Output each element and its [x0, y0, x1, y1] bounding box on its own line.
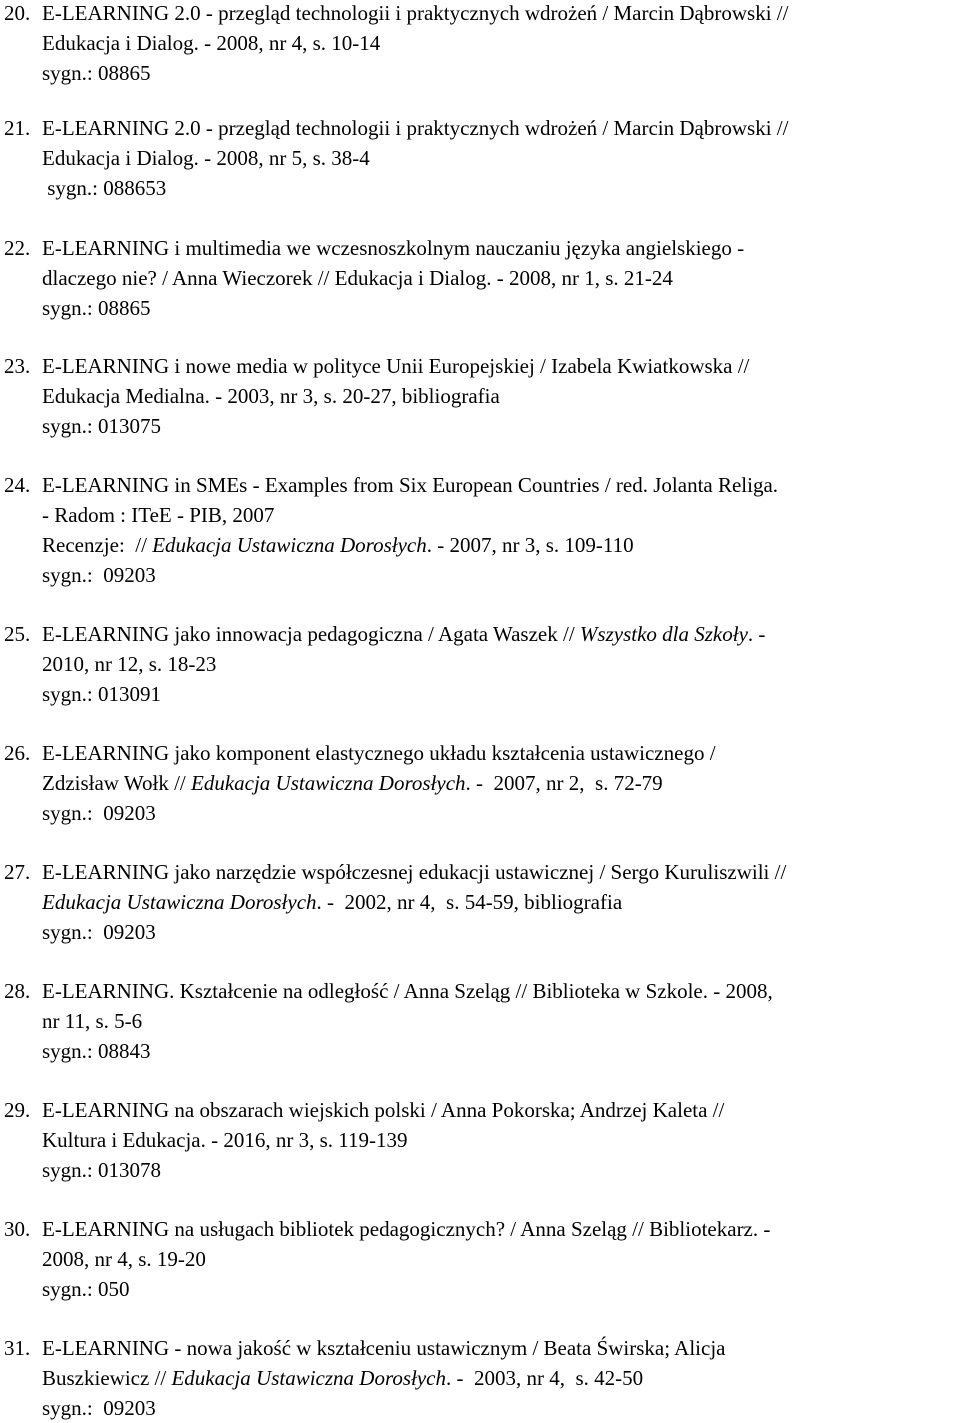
- entry-number: 29.: [4, 1098, 31, 1122]
- entry-title-line: [4, 1335, 725, 1361]
- entry-author: Buszkiewicz //: [42, 1366, 172, 1390]
- review-source: . - 2007, nr 3, s. 109-110: [426, 533, 634, 557]
- entry-signature: sygn.: 013091: [42, 682, 162, 706]
- entry-title-line: [4, 235, 744, 261]
- journal-title: Edukacja Ustawiczna Dorosłych: [171, 1366, 446, 1390]
- entry-number: 30.: [4, 1217, 31, 1241]
- entry-signature: sygn.: 050: [42, 1277, 130, 1301]
- entry-title: E-LEARNING i multimedia we wczesnoszkolnym nauczaniu języka angielskiego -: [42, 236, 745, 260]
- entry-signature: sygn.: 09203: [42, 563, 156, 587]
- entry-source: 2010, nr 12, s. 18-23: [42, 652, 217, 676]
- entry-signature: sygn.: 09203: [42, 801, 156, 825]
- entry-title-line: [4, 353, 749, 379]
- entry-review: [42, 532, 634, 558]
- journal-title: Edukacja Ustawiczna Dorosłych: [42, 890, 317, 914]
- entry-title: E-LEARNING. Kształcenie na odległość / Anna Szeląg // Biblioteka w Szkole. - 2008,: [42, 979, 773, 1003]
- entry-title: E-LEARNING 2.0 - przegląd technologii i praktycznych wdrożeń / Marcin Dąbrowski //: [42, 1, 789, 25]
- entry-issue: . - 2002, nr 4, s. 54-59, bibliografia: [316, 890, 623, 914]
- entry-number: 25.: [4, 622, 31, 646]
- entry-title: E-LEARNING jako innowacja pedagogiczna / Agata Waszek //: [42, 622, 580, 646]
- journal-title: Edukacja Ustawiczna Dorosłych: [152, 533, 427, 557]
- entry-title-line: [4, 621, 765, 647]
- entry-signature: sygn.: 013075: [42, 414, 162, 438]
- journal-title: Edukacja Ustawiczna Dorosłych: [191, 771, 466, 795]
- entry-title-line: [4, 740, 716, 766]
- entry-title: E-LEARNING 2.0 - przegląd technologii i praktycznych wdrożeń / Marcin Dąbrowski //: [42, 116, 789, 140]
- entry-source: 2008, nr 4, s. 19-20: [42, 1247, 206, 1271]
- entry-signature: sygn.: 08865: [42, 61, 151, 85]
- entry-source: [42, 1365, 643, 1391]
- entry-source: Edukacja i Dialog. - 2008, nr 4, s. 10-14: [42, 31, 381, 55]
- entry-title-line: [4, 115, 788, 141]
- entry-number: 23.: [4, 354, 31, 378]
- entry-signature: sygn.: 08865: [42, 296, 151, 320]
- review-label: Recenzje: //: [42, 533, 153, 557]
- entry-title: E-LEARNING jako narzędzie współczesnej edukacji ustawicznej / Sergo Kuruliszwili //: [42, 860, 787, 884]
- entry-signature: sygn.: 013078: [42, 1158, 162, 1182]
- entry-source: Edukacja Medialna. - 2003, nr 3, s. 20-27, bibliografia: [42, 384, 500, 408]
- entry-number: 21.: [4, 116, 31, 140]
- journal-title: Wszystko dla Szkoły: [579, 622, 748, 646]
- entry-title: E-LEARNING na usługach bibliotek pedagogicznych? / Anna Szeląg // Bibliotekarz. -: [42, 1217, 771, 1241]
- entry-signature: sygn.: 09203: [42, 920, 156, 944]
- entry-issue: . - 2003, nr 4, s. 42-50: [446, 1366, 644, 1390]
- entry-author: Zdzisław Wołk //: [42, 771, 191, 795]
- entry-source: [42, 889, 622, 915]
- entry-title: E-LEARNING na obszarach wiejskich polski / Anna Pokorska; Andrzej Kaleta //: [42, 1098, 725, 1122]
- entry-title-line: [4, 0, 788, 26]
- entry-source: dlaczego nie? / Anna Wieczorek // Edukacja i Dialog. - 2008, nr 1, s. 21-24: [42, 266, 673, 290]
- entry-title-line: [4, 472, 778, 498]
- entry-number: 27.: [4, 860, 31, 884]
- entry-source: Edukacja i Dialog. - 2008, nr 5, s. 38-4: [42, 146, 370, 170]
- entry-number: 24.: [4, 473, 31, 497]
- entry-issue: . - 2007, nr 2, s. 72-79: [465, 771, 663, 795]
- entry-title-end: . -: [747, 622, 766, 646]
- entry-title-line: [4, 859, 786, 885]
- entry-title: E-LEARNING - nowa jakość w kształceniu ustawicznym / Beata Świrska; Alicja: [42, 1336, 726, 1360]
- entry-source: [42, 770, 663, 796]
- entry-number: 20.: [4, 1, 31, 25]
- entry-title: E-LEARNING in SMEs - Examples from Six European Countries / red. Jolanta Religa.: [42, 473, 779, 497]
- entry-title-line: [4, 1216, 770, 1242]
- entry-number: 22.: [4, 236, 31, 260]
- entry-title-line: [4, 978, 773, 1004]
- entry-number: 28.: [4, 979, 31, 1003]
- entry-number: 31.: [4, 1336, 31, 1360]
- entry-title: E-LEARNING jako komponent elastycznego układu kształcenia ustawicznego /: [42, 741, 716, 765]
- entry-title-line: [4, 1097, 724, 1123]
- entry-signature: sygn.: 088653: [42, 176, 167, 200]
- entry-title: E-LEARNING i nowe media w polityce Unii Europejskiej / Izabela Kwiatkowska //: [42, 354, 750, 378]
- entry-source: Kultura i Edukacja. - 2016, nr 3, s. 119-139: [42, 1128, 408, 1152]
- entry-signature: sygn.: 08843: [42, 1039, 151, 1063]
- entry-number: 26.: [4, 741, 31, 765]
- entry-source: nr 11, s. 5-6: [42, 1009, 143, 1033]
- entry-publisher: - Radom : ITeE - PIB, 2007: [42, 503, 275, 527]
- entry-signature: sygn.: 09203: [42, 1396, 156, 1420]
